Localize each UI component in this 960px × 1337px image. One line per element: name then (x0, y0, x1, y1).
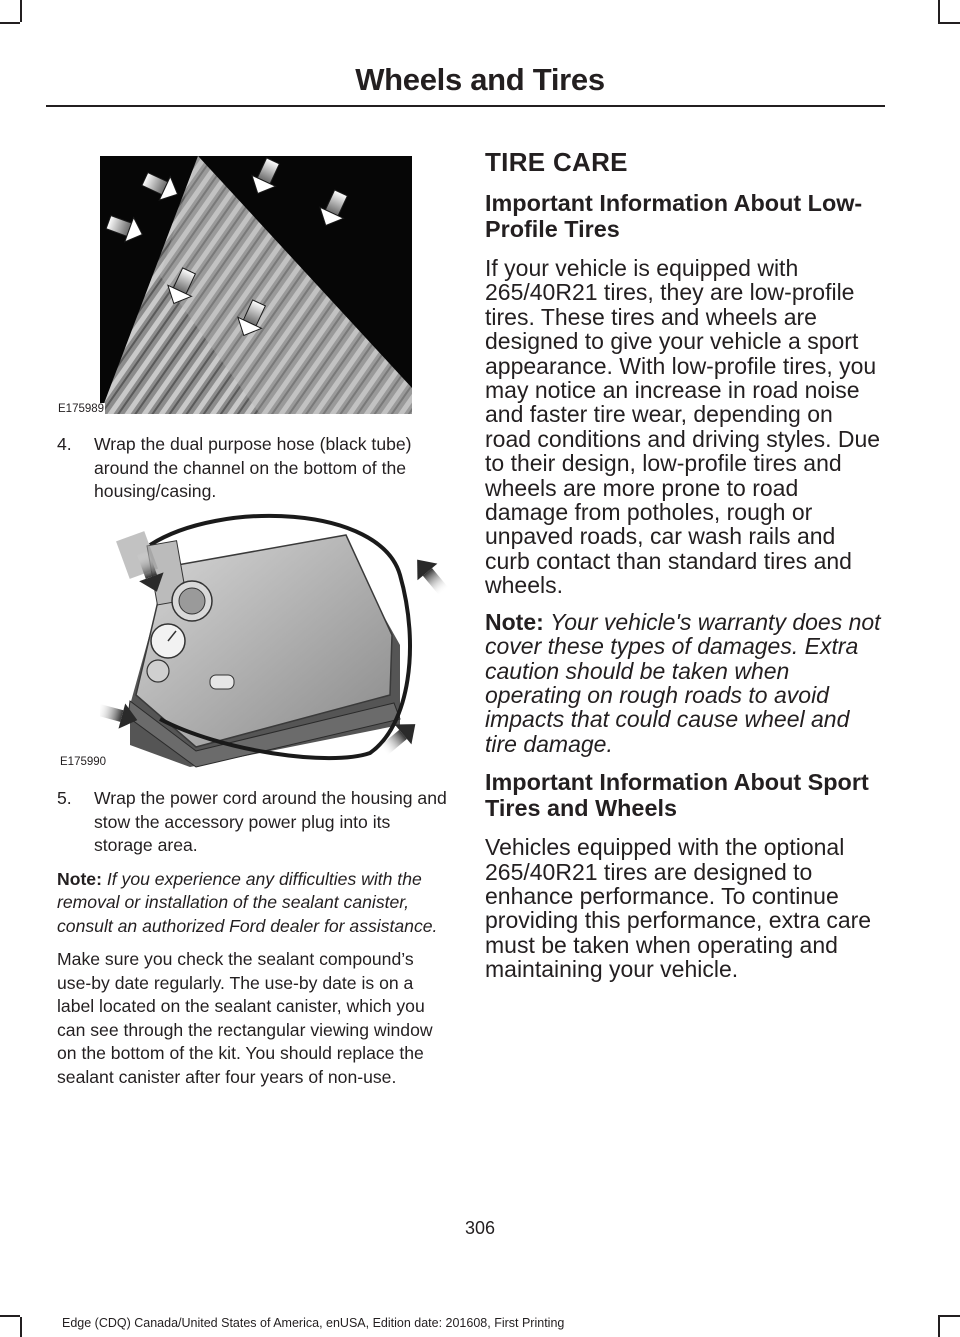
step-text: Wrap the power cord around the housing and stow the accessory power plug into its storage area. (94, 788, 447, 855)
note-paragraph (57, 868, 449, 939)
left-column (57, 433, 449, 504)
crop-mark (938, 22, 960, 24)
figure-compressor-kit (100, 505, 448, 773)
body-paragraph: Make sure you check the sealant compound’s use-by date regularly. The use-by date is on a label located on the sealant canister, which you can see through the rectangular viewing window on the bottom of the kit. You should replace the sealant canister after four years of non-use. (57, 949, 433, 1087)
left-column-lower (57, 787, 449, 1089)
figure-id: E175989 (58, 403, 105, 415)
note-text: Your vehicle's warranty does not cover these types of damages. Extra caution should be taken when operating on rough roads to avoid impacts that could cause wheel and tire damage. (485, 608, 881, 757)
page-number: 306 (464, 1218, 496, 1238)
subsection-title: Important Information About Low-Profile Tires (485, 190, 863, 242)
hose-channel-illustration (100, 156, 412, 414)
subsection-title: Important Information About Sport Tires and Wheels (485, 769, 869, 821)
crop-mark (938, 0, 940, 22)
figure-id: E175990 (60, 756, 107, 768)
body-paragraph: If your vehicle is equipped with 265/40R21 tires, they are low-profile tires. These tires and wheels are designed to give your vehicle a sport appearance. With low-profile tires, you may notice an increase in road noise and faster tire wear, depending on road conditions and driving styles. Due to their design, low-profile tires and wheels are more prone to road damage from potholes, rough or unpaved roads, car wash rails and curb contact than standard tires and wheels. (485, 255, 881, 599)
crop-mark (0, 1315, 20, 1317)
crop-mark (20, 0, 22, 22)
body-paragraph: Vehicles equipped with the optional 265/40R21 tires are designed to enhance performance. To continue providing this performance, extra care must be taken when operating and maintaining your vehicle. (485, 834, 872, 983)
step-5 (57, 787, 449, 858)
step-number: 5. (57, 788, 72, 808)
step-text: Wrap the dual purpose hose (black tube) around the channel on the bottom of the housing/casing. (94, 434, 412, 501)
section-title: TIRE CARE (485, 147, 628, 177)
crop-mark (938, 1317, 940, 1337)
note-text: If you experience any difficulties with the removal or installation of the sealant canister, consult an authorized Ford dealer for assistance. (57, 868, 438, 936)
crop-mark (20, 1317, 22, 1337)
crop-mark (938, 1315, 960, 1317)
compressor-kit-illustration (100, 505, 448, 773)
note-label: Note: (485, 608, 544, 635)
step-4 (57, 433, 449, 504)
crop-mark (0, 22, 20, 24)
right-column (485, 147, 883, 982)
step-number: 4. (57, 434, 72, 454)
header-divider (46, 105, 885, 107)
note-paragraph (485, 610, 883, 756)
page-title: Wheels and Tires (355, 62, 605, 97)
figure-hose-channel (100, 156, 412, 414)
footer-text: Edge (CDQ) Canada/United States of America, enUSA, Edition date: 201608, First Printing (62, 1316, 565, 1330)
note-label: Note: (57, 868, 102, 889)
